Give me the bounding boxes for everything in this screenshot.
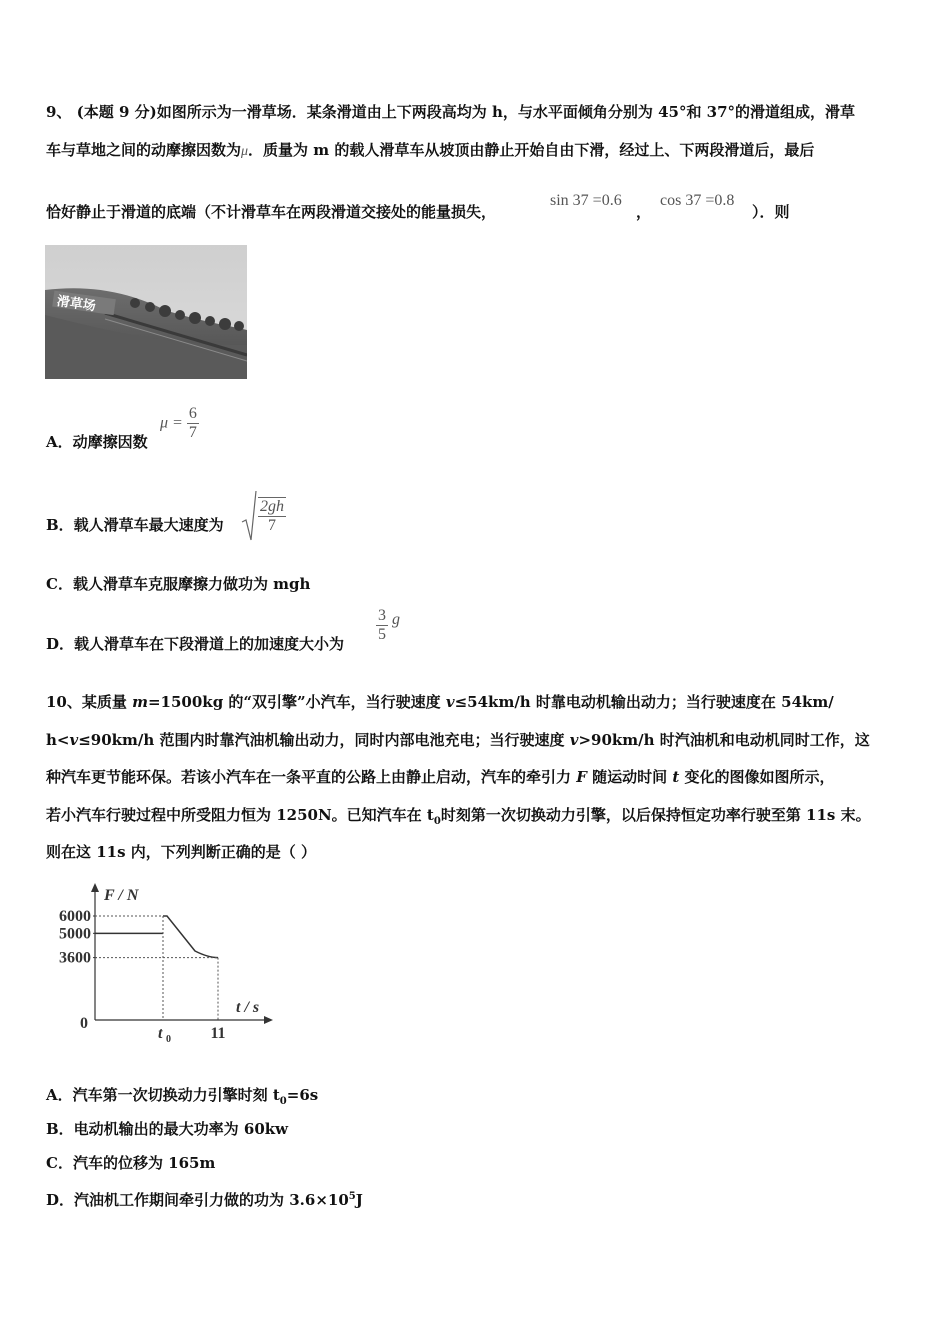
q10-option-a: A．汽车第一次切换动力引擎时刻 $t_0=6s$ <box>46 1086 319 1107</box>
fraction-6-7: $\frac{6}{7}$ <box>188 405 197 441</box>
q9-line-1: 9、 (本题 9 分)如图所示为一滑草场．某条滑道由上下两段高均为 h，与水平面倾角分别为 45°和 37°的滑道组成，滑草 <box>46 103 856 121</box>
q10-line-3: 种汽车更节能环保。若该小汽车在一条平直的公路上由静止启动，汽车的牵引力 F 随运动时间 t 变化的图像如图所示， <box>46 768 835 786</box>
q10-option-b: B．电动机输出的最大功率为 60kw <box>46 1120 289 1138</box>
q9-line-3: 恰好静止于滑道的底端（不计滑草车在两段滑道交接处的能量损失， <box>46 203 497 221</box>
x-axis-arrow-icon <box>264 1016 273 1024</box>
q10-line-1: 10、某质量 m=1500kg 的“双引擎”小汽车，当行驶速度 v≤54km/h 时靠电动机输出动力；当行驶速度在 54km/ <box>46 693 834 711</box>
q9-option-b-formula <box>241 490 286 542</box>
y-axis-label: F / N <box>104 887 139 904</box>
x-tick-label-t0: t <box>158 1025 163 1042</box>
q9-line-3-end: ）．则 <box>752 203 790 221</box>
q10-option-d: D．汽油机工作期间牵引力做的功为 $3.6\times 10^5J$ <box>46 1191 363 1209</box>
q10-option-c: C．汽车的位移为 165m <box>46 1154 216 1172</box>
photo-sign-text: 滑草场 <box>55 294 97 315</box>
grass-slide-photo <box>45 245 247 379</box>
y-tick-label-5000: 5000 <box>59 925 91 943</box>
origin-label: 0 <box>80 1015 88 1032</box>
y-axis-arrow-icon <box>91 883 99 892</box>
sqrt-sign-icon <box>241 490 257 542</box>
y-tick-label-3600: 3600 <box>59 949 91 967</box>
series-gasoline-curve <box>163 916 218 958</box>
force-time-chart <box>40 880 280 1050</box>
q9-option-a-formula: μ = $\frac{6}{7}$ <box>160 405 197 441</box>
x-axis-label: t / s <box>236 999 260 1016</box>
q9-option-d-formula: $\frac{3}{5}$ g <box>378 607 400 643</box>
cos-value: cos 37 =0.8 <box>660 192 735 209</box>
grass-slide-image <box>45 245 247 379</box>
sin-value: sin 37 =0.6 <box>550 192 622 209</box>
q9-option-b: B．载人滑草车最大速度为 <box>46 516 224 534</box>
q9-option-d: D．载人滑草车在下段滑道上的加速度大小为 <box>46 635 345 653</box>
fraction-3-5: $\frac{3}{5}$ <box>378 607 386 643</box>
q9-option-a: A．动摩擦因数 <box>46 433 148 451</box>
chart-svg <box>40 880 280 1050</box>
x-tick-label-t0-sub: 0 <box>166 1034 171 1045</box>
x-tick-label-11: 11 <box>210 1025 226 1042</box>
q10-line-5: 则在这 11s 内，下列判断正确的是（ ） <box>46 843 316 861</box>
q9-option-c: C．载人滑草车克服摩擦力做功为 mgh <box>46 575 311 593</box>
mu-symbol: μ <box>241 144 249 159</box>
y-tick-label-6000: 6000 <box>59 908 91 925</box>
comma: ， <box>636 203 652 221</box>
fraction-2gh-7: $\frac{2gh}{7}$ <box>260 498 284 534</box>
q10-line-4: 若小汽车行驶过程中所受阻力恒为 1250N。已知汽车在 $t_0$时刻第一次切换动力引擎，以后保持恒定功率行驶至第 11s 末。 <box>46 806 871 827</box>
q10-line-2: h<v≤90km/h 范围内时靠汽油机输出动力，同时内部电池充电；当行驶速度 v>90km/h 时汽油机和电动机同时工作，这 <box>46 731 870 749</box>
q9-line-2: 车与草地之间的动摩擦因数为μ．质量为 m 的载人滑草车从坡顶由静止开始自由下滑，经过上、下两段滑道后，最后 <box>46 141 815 159</box>
